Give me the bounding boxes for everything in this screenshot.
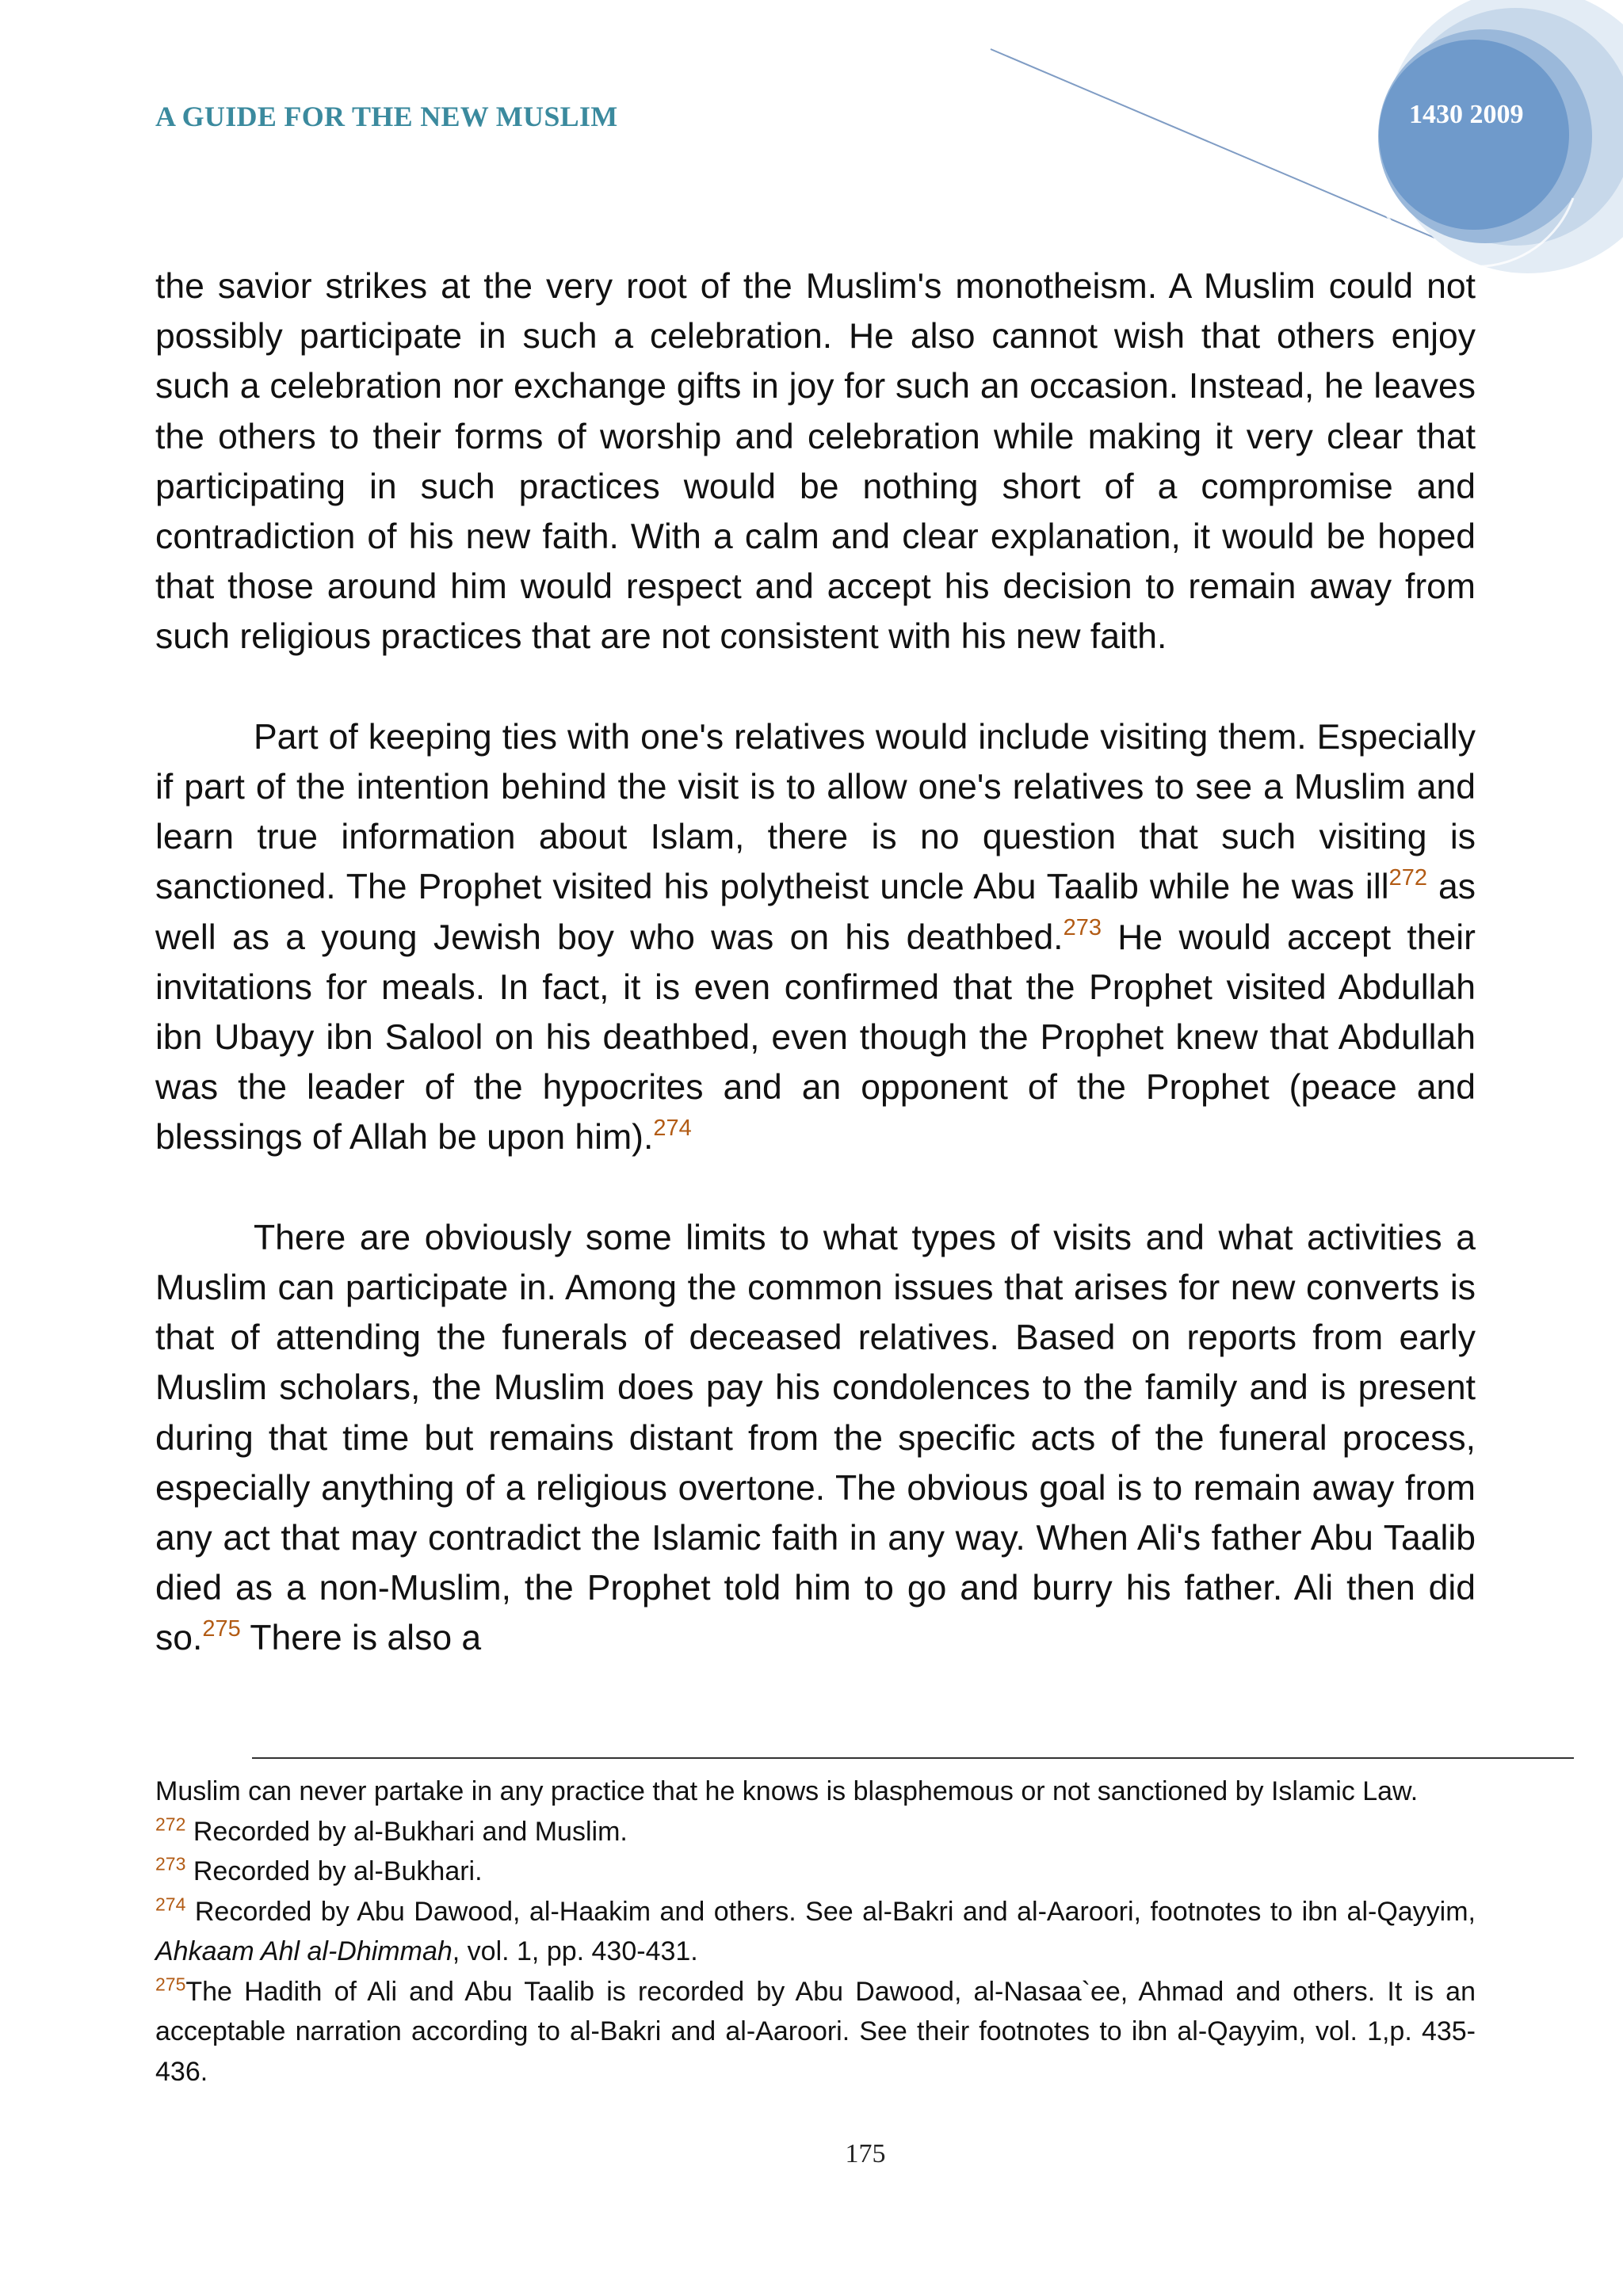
- footnote-text-275: The Hadith of Ali and Abu Taalib is recorded by Abu Dawood, al-Nasaa`ee, Ahmad and others. It is an acceptable narration according to al-Bakri and al-Aaroori. See their footnotes to ibn al-Qayyim, vol. 1,p. 435-436.: [155, 1976, 1476, 2087]
- footnote-number-274: 274: [155, 1894, 186, 1915]
- body-text: [155, 261, 1476, 1664]
- footnote-number-273: 273: [155, 1853, 186, 1875]
- paragraph-3-part-a: There are obviously some limits to what types of visits and what activities a Muslim can participate in. Among the common issues that arises for new converts is that of attending the funerals of deceased relatives. Based on reports from early Muslim scholars, the Muslim does pay his condolences to the family and is present during that time but remains distant from the specific acts of the funeral process, especially anything of a religious overtone. The obvious goal is to remain away from any act that may contradict the Islamic faith in any way. When Ali's father Abu Taalib died as a non-Muslim, the Prophet told him to go and burry his father. Ali then did so.: [155, 1218, 1476, 1658]
- footnote-272: [155, 1812, 1476, 1852]
- footnote-274: [155, 1892, 1476, 1972]
- page-number: 175: [845, 2139, 886, 2168]
- footnote-273: [155, 1852, 1476, 1892]
- footnote-number-272: 272: [155, 1814, 186, 1835]
- paragraph-2-part-c: He would accept their invitations for meals. In fact, it is even confirmed that the Prophet visited Abdullah ibn Ubayy ibn Salool on his deathbed, even though the Prophet knew that Abdullah was the leader of the hypocrites and an opponent of the Prophet (peace and blessings of Allah be upon him).: [155, 917, 1476, 1158]
- footnote-text-273: Recorded by al-Bukhari.: [185, 1856, 483, 1886]
- paragraph-2-part-a: Part of keeping ties with one's relatives would include visiting them. Especially if part of the intention behind the visit is to allow one's relatives to see a Muslim and learn true information about Islam, there is no question that such visiting is sanctioned. The Prophet visited his polytheist uncle Abu Taalib while he was ill: [155, 717, 1476, 907]
- footnotes: [155, 1772, 1476, 2092]
- footnote-274-book-title: Ahkaam Ahl al-Dhimmah: [155, 1936, 453, 1966]
- paragraph-3: [155, 1213, 1476, 1664]
- paragraph-2: [155, 712, 1476, 1163]
- footnote-text-274-b: , vol. 1, pp. 430-431.: [452, 1936, 698, 1966]
- footnote-ref-272[interactable]: 272: [1388, 864, 1427, 891]
- footnote-continued: Muslim can never partake in any practice that he knows is blasphemous or not sanctioned by Islamic Law.: [155, 1776, 1419, 1806]
- paragraph-1: the savior strikes at the very root of the Muslim's monotheism. A Muslim could not possibly participate in such a celebration. He also cannot wish that others enjoy such a celebration nor exchange gifts in joy for such an occasion. Instead, he leaves the others to their forms of worship and celebration while making it very clear that participating in such practices would be nothing short of a compromise and contradiction of his new faith. With a calm and clear explanation, it would be hoped that those around him would respect and accept his decision to remain away from such religious practices that are not consistent with his new faith.: [155, 267, 1476, 657]
- paragraph-3-part-b: There is also a: [240, 1619, 482, 1658]
- footnote-ref-273[interactable]: 273: [1063, 914, 1102, 940]
- header-year: 1430 2009: [1409, 100, 1524, 129]
- footnote-ref-274[interactable]: 274: [653, 1115, 692, 1141]
- footnote-text-272: Recorded by al-Bukhari and Muslim.: [185, 1816, 628, 1847]
- footnote-ref-275[interactable]: 275: [202, 1615, 241, 1642]
- header-title: A GUIDE FOR THE NEW MUSLIM: [155, 101, 618, 132]
- footnote-275: [155, 1972, 1476, 2092]
- footnote-divider: [252, 1757, 1574, 1759]
- footnote-number-275: 275: [155, 1974, 186, 1995]
- footnote-text-274-a: Recorded by Abu Dawood, al-Haakim and others. See al-Bakri and al-Aaroori, footnotes to ibn al-Qayyim,: [185, 1896, 1476, 1927]
- paragraph-2-part-b: as well as a young Jewish boy who was on his deathbed.: [155, 868, 1476, 957]
